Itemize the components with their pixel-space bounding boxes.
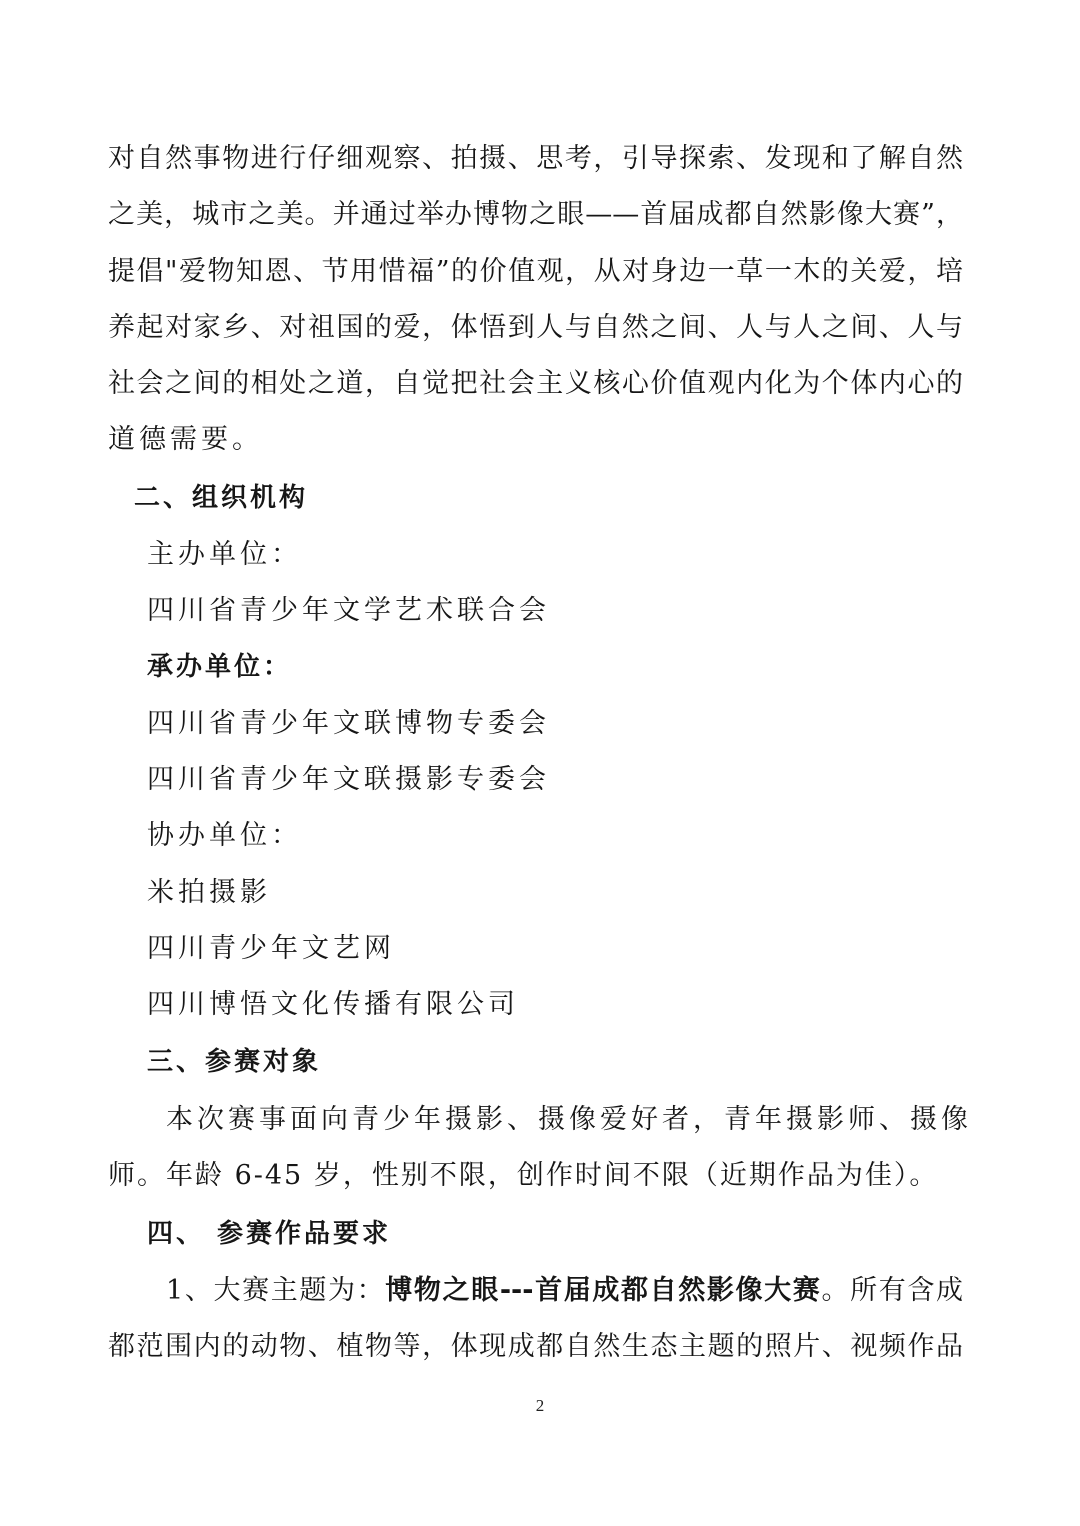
organizer-label: 承办单位： — [147, 652, 293, 682]
intro-line-4: 养起对家乡、对祖国的爱，体悟到人与自然之间、人与人之间、人与 — [108, 312, 963, 343]
section-heading-participants: 三、参赛对象 — [147, 1047, 322, 1077]
intro-line-1: 对自然事物进行仔细观察、拍摄、思考，引导探索、发现和了解自然 — [108, 143, 963, 174]
section-heading-organization: 二、组织机构 — [134, 483, 309, 513]
contest-theme: 博物之眼---首届成都自然影像大赛 — [385, 1275, 822, 1306]
coorganizer-label: 协办单位： — [147, 820, 302, 851]
requirements-item-1 — [166, 1273, 963, 1309]
intro-line-3: 提倡"爱物知恩、节用惜福”的价值观，从对身边一草一木的关爱，培 — [108, 256, 963, 287]
organizer-1: 四川省青少年文联博物专委会 — [147, 708, 550, 739]
organizer-2: 四川省青少年文联摄影专委会 — [147, 764, 550, 795]
item-1-suffix: 。所有含成 — [821, 1275, 963, 1306]
section-heading-requirements: 四、 参赛作品要求 — [147, 1219, 392, 1249]
intro-line-5: 社会之间的相处之道，自觉把社会主义核心价值观内化为个体内心的 — [108, 368, 963, 399]
item-1-prefix: 1、大赛主题为： — [166, 1275, 386, 1306]
host-org: 四川省青少年文学艺术联合会 — [147, 595, 550, 626]
coorganizer-2: 四川青少年文艺网 — [147, 933, 395, 964]
participants-line-2: 师。年龄 6-45 岁，性别不限，创作时间不限（近期作品为佳）。 — [108, 1160, 939, 1191]
intro-line-6: 道德需要。 — [108, 424, 263, 455]
requirements-item-1-line-2: 都范围内的动物、植物等，体现成都自然生态主题的照片、视频作品 — [108, 1331, 963, 1362]
coorganizer-3: 四川博悟文化传播有限公司 — [147, 989, 519, 1020]
page-number: 2 — [535, 1396, 545, 1415]
coorganizer-1: 米拍摄影 — [147, 877, 271, 908]
intro-line-2: 之美，城市之美。并通过举办博物之眼——首届成都自然影像大赛”， — [108, 199, 963, 230]
participants-line-1: 本次赛事面向青少年摄影、摄像爱好者，青年摄影师、摄像 — [166, 1104, 972, 1135]
host-label: 主办单位： — [147, 539, 302, 570]
